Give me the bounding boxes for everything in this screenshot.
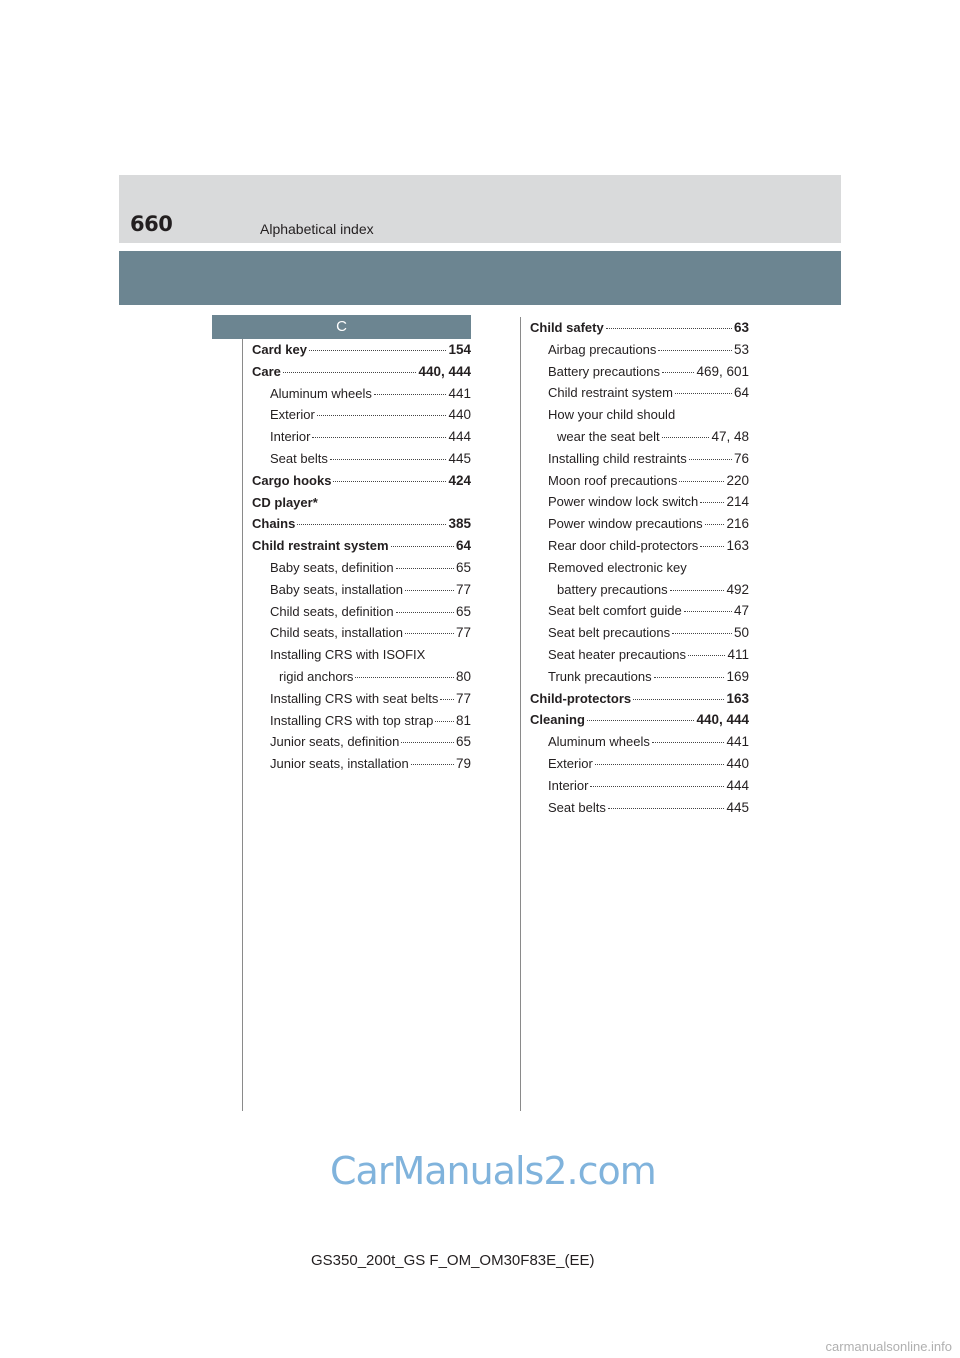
entry-label: Baby seats, definition [270, 559, 394, 575]
leader-dots [688, 655, 725, 656]
leader-dots [391, 546, 454, 547]
entry-label: Airbag precautions [548, 341, 657, 357]
index-entry [530, 600, 749, 622]
index-entry [530, 731, 749, 753]
leader-dots [675, 393, 732, 394]
entry-pages: 214 [726, 494, 749, 510]
entry-label: battery precautions [557, 581, 668, 597]
index-entry [530, 426, 749, 448]
leader-dots [590, 786, 724, 787]
entry-label: Rear door child-protectors [548, 537, 699, 553]
index-entry [252, 579, 471, 601]
leader-dots [411, 764, 454, 765]
entry-pages: 80 [455, 668, 471, 684]
leader-dots [654, 677, 725, 678]
leader-dots [440, 699, 454, 700]
entry-label: Child seats, definition [270, 603, 394, 619]
index-entry [252, 601, 471, 623]
entry-pages: 444 [726, 777, 749, 793]
index-entry [252, 753, 471, 775]
section-title: Alphabetical index [260, 221, 374, 237]
entry-pages: 47 [733, 603, 749, 619]
index-entry [530, 448, 749, 470]
entry-label: Interior [270, 429, 311, 445]
section-letter-bar: C [212, 315, 471, 339]
index-entry [252, 731, 471, 753]
leader-dots [700, 546, 724, 547]
entry-pages: 64 [455, 538, 471, 554]
index-entry [530, 317, 749, 339]
entry-label: Aluminum wheels [548, 734, 650, 750]
leader-dots [700, 502, 724, 503]
leader-dots [595, 764, 725, 765]
index-entry [252, 644, 471, 666]
leader-dots [662, 437, 710, 438]
index-entry [530, 361, 749, 383]
leader-dots [405, 633, 454, 634]
index-entry [530, 382, 749, 404]
index-entry [530, 688, 749, 710]
entry-label: Exterior [548, 755, 593, 771]
entry-label: Interior [548, 777, 589, 793]
entry-label: Seat belt comfort guide [548, 603, 682, 619]
entry-pages: 47, 48 [711, 428, 749, 444]
site-watermark: carmanualsonline.info [825, 1339, 952, 1354]
entry-label: Cleaning [530, 712, 585, 728]
header-banner [119, 251, 841, 305]
leader-dots [684, 611, 732, 612]
index-entry [252, 492, 471, 514]
entry-label: Cargo hooks [252, 472, 332, 488]
entry-label: Power window lock switch [548, 494, 699, 510]
index-column-left [252, 339, 471, 775]
leader-dots [401, 742, 454, 743]
entry-pages: 65 [455, 734, 471, 750]
entry-pages: 64 [733, 385, 749, 401]
entry-label: Card key [252, 342, 307, 357]
entry-pages: 440, 444 [696, 712, 749, 728]
leader-dots [670, 590, 725, 591]
entry-pages: 440, 444 [418, 363, 471, 379]
index-entry [252, 448, 471, 470]
entry-pages: 53 [733, 341, 749, 357]
leader-dots [396, 568, 454, 569]
entry-pages: 169 [726, 668, 749, 684]
leader-dots [374, 394, 447, 395]
index-entry [252, 666, 471, 688]
entry-pages: 154 [448, 342, 471, 357]
index-entry [252, 688, 471, 710]
leader-dots [435, 721, 454, 722]
index-entry [530, 513, 749, 535]
leader-dots [587, 720, 695, 721]
leader-dots [705, 524, 725, 525]
leader-dots [330, 459, 447, 460]
leader-dots [658, 350, 732, 351]
entry-pages: 50 [733, 625, 749, 641]
entry-pages: 445 [726, 799, 749, 815]
entry-label: Aluminum wheels [270, 385, 372, 401]
page-number: 660 [130, 212, 173, 236]
entry-pages: 469, 601 [696, 363, 749, 379]
entry-pages: 77 [455, 625, 471, 641]
entry-pages: 77 [455, 581, 471, 597]
entry-pages: 216 [726, 516, 749, 532]
entry-label: Child safety [530, 320, 604, 335]
entry-label: Seat belts [548, 799, 606, 815]
index-entry [530, 339, 749, 361]
index-entry [530, 775, 749, 797]
right-column-rule [520, 317, 521, 1111]
entry-pages: 65 [455, 603, 471, 619]
index-entry [530, 622, 749, 644]
index-entry [530, 491, 749, 513]
leader-dots [309, 350, 447, 351]
entry-label: Child restraint system [252, 538, 389, 554]
leader-dots [317, 415, 447, 416]
header-band [119, 175, 841, 243]
leader-dots [606, 328, 732, 329]
entry-label: Seat heater precautions [548, 646, 687, 662]
entry-pages: 411 [727, 646, 749, 662]
index-entry [530, 557, 749, 579]
entry-pages: 76 [733, 450, 749, 466]
leader-dots [333, 481, 446, 482]
leader-dots [297, 524, 446, 525]
index-entry [252, 513, 471, 535]
left-column-rule [242, 339, 243, 1111]
index-entry [252, 339, 471, 361]
entry-label: Trunk precautions [548, 668, 652, 684]
entry-label: Care [252, 363, 281, 379]
index-entry [530, 404, 749, 426]
entry-pages: 444 [448, 429, 471, 445]
entry-pages: 65 [455, 559, 471, 575]
entry-pages: 440 [448, 407, 471, 423]
entry-label: Child restraint system [548, 385, 673, 401]
watermark-logo: CarManuals2.com [330, 1149, 656, 1193]
entry-pages: 63 [733, 320, 749, 335]
leader-dots [312, 437, 446, 438]
entry-pages: 424 [448, 472, 471, 488]
index-entry [252, 470, 471, 492]
entry-label: Exterior [270, 407, 315, 423]
index-entry [530, 579, 749, 601]
entry-label: Seat belts [270, 450, 328, 466]
leader-dots [652, 742, 725, 743]
index-entry [530, 709, 749, 731]
entry-pages: 163 [726, 537, 749, 553]
index-entry [530, 644, 749, 666]
leader-dots [396, 612, 454, 613]
entry-pages: 440 [726, 755, 749, 771]
entry-label: Chains [252, 516, 296, 532]
index-entry [530, 753, 749, 775]
leader-dots [689, 459, 732, 460]
entry-label: Junior seats, definition [270, 734, 400, 750]
leader-dots [608, 808, 725, 809]
index-entry [252, 710, 471, 732]
index-entry [530, 666, 749, 688]
leader-dots [405, 590, 454, 591]
index-entry [252, 383, 471, 405]
index-entry [252, 622, 471, 644]
entry-label: Moon roof precautions [548, 472, 678, 488]
entry-label: Removed electronic key [548, 559, 687, 575]
entry-label: wear the seat belt [557, 428, 660, 444]
entry-pages: 79 [455, 756, 471, 772]
index-column-right [530, 317, 749, 818]
index-entry [252, 404, 471, 426]
index-entry [252, 426, 471, 448]
entry-label: Installing CRS with seat belts [270, 690, 439, 706]
leader-dots [355, 677, 454, 678]
index-entry [530, 470, 749, 492]
entry-pages: 492 [726, 581, 749, 597]
entry-label: Installing CRS with ISOFIX [270, 647, 426, 663]
entry-label: Battery precautions [548, 363, 661, 379]
entry-label: Power window precautions [548, 516, 703, 532]
index-entry [252, 361, 471, 383]
leader-dots [633, 699, 724, 700]
entry-pages: 441 [448, 385, 471, 401]
leader-dots [662, 372, 694, 373]
document-code-footer: GS350_200t_GS F_OM_OM30F83E_(EE) [311, 1252, 595, 1269]
entry-label: Installing CRS with top strap [270, 712, 434, 728]
entry-label: Seat belt precautions [548, 625, 671, 641]
entry-pages: 220 [726, 472, 749, 488]
entry-pages: 81 [455, 712, 471, 728]
entry-pages: 77 [455, 690, 471, 706]
index-entry [530, 535, 749, 557]
index-entry [252, 535, 471, 557]
entry-label: Child seats, installation [270, 625, 403, 641]
leader-dots [672, 633, 732, 634]
entry-label: Junior seats, installation [270, 756, 409, 772]
index-entry [530, 797, 749, 819]
entry-label: Child-protectors [530, 690, 632, 706]
leader-dots [679, 481, 724, 482]
entry-label: How your child should [548, 407, 676, 423]
leader-dots [283, 372, 417, 373]
entry-label: rigid anchors [279, 668, 354, 684]
entry-pages: 445 [448, 450, 471, 466]
entry-label: Installing child restraints [548, 450, 687, 466]
entry-pages: 163 [726, 690, 749, 706]
entry-label: CD player* [252, 494, 318, 510]
entry-pages: 441 [726, 734, 749, 750]
index-entry [252, 557, 471, 579]
entry-label: Baby seats, installation [270, 581, 403, 597]
entry-pages: 385 [448, 516, 471, 532]
